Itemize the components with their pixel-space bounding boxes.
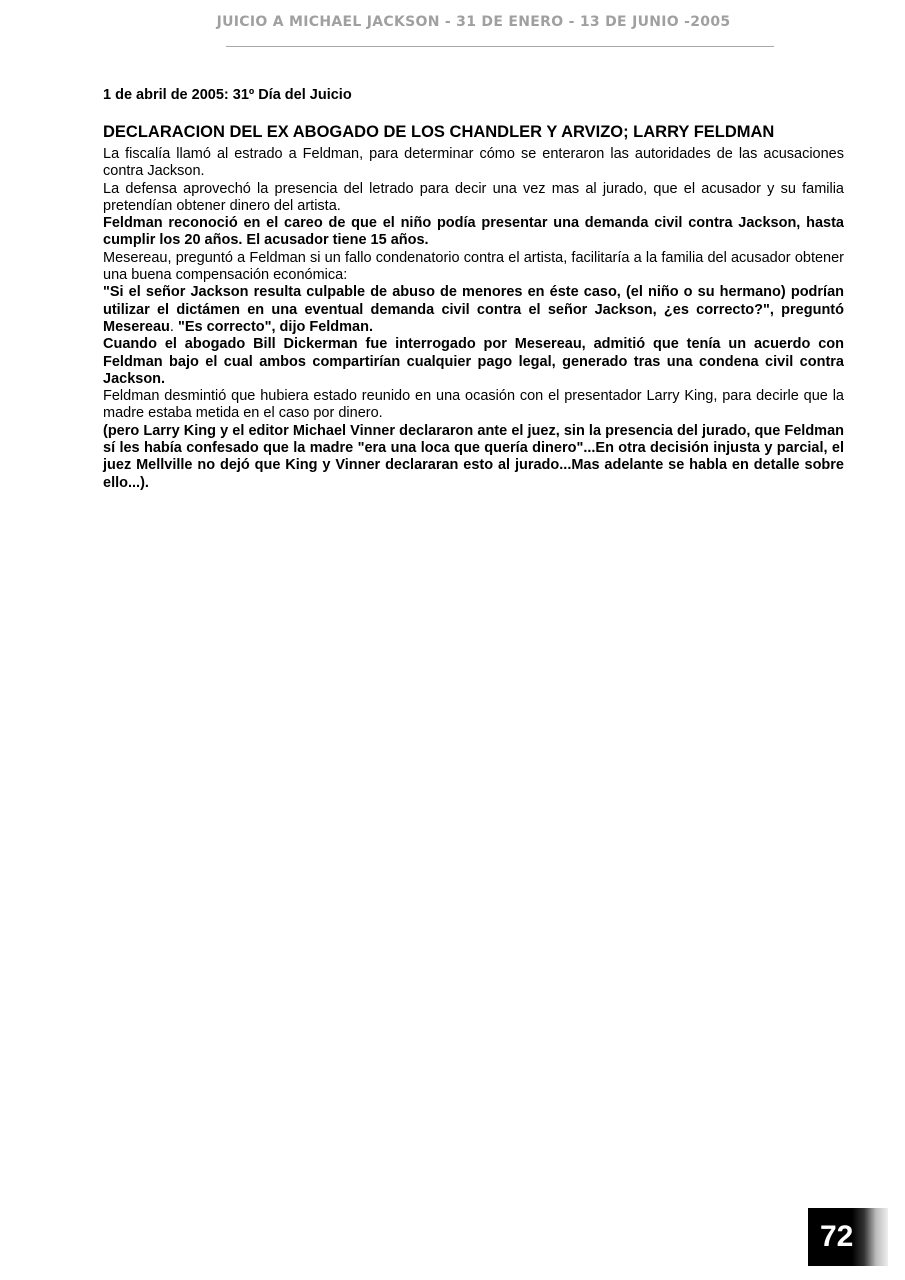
- date-line: 1 de abril de 2005: 31º Día del Juicio: [103, 87, 352, 103]
- separator-text: .: [169, 318, 178, 335]
- page-number: 72: [820, 1220, 854, 1253]
- paragraph: La defensa aprovechó la presencia del letrado para decir una vez mas al jurado, que el acusador y su familia pretendían obtener dinero del artista.: [103, 180, 844, 214]
- section-title: DECLARACION DEL EX ABOGADO DE LOS CHANDLER Y ARVIZO; LARRY FELDMAN: [103, 123, 775, 141]
- paragraph: (pero Larry King y el editor Michael Vinner declararon ante el juez, sin la presencia del jurado, que Feldman sí les había confesado que la madre "era una loca que quería dinero"...En otra decisión injusta y parcial, el juez Mellville no dejó que King y Vinner declararan esto al jurado...Mas adelante se habla en detalle sobre ello...).: [103, 422, 844, 491]
- paragraph: Cuando el abogado Bill Dickerman fue interrogado por Mesereau, admitió que tenía un acuerdo con Feldman bajo el cual ambos compartirían cualquier pago legal, generado tras una condena civil contra Jackson.: [103, 336, 844, 387]
- header-rule: [226, 46, 774, 47]
- quote-text: "Si el señor Jackson resulta culpable de abuso de menores en éste caso, (el niño o su hermano) podrían utilizar el dictámen en una eventual demanda civil contra el señor Jackson, ¿es correcto?", preguntó Mesereau: [103, 284, 844, 335]
- paragraph: La fiscalía llamó al estrado a Feldman, para determinar cómo se enteraron las autoridades de las acusaciones contra Jackson.: [103, 146, 844, 180]
- paragraph: Mesereau, preguntó a Feldman si un fallo condenatorio contra el artista, facilitaría a la familia del acusador obtener una buena compensación económica:: [103, 249, 844, 284]
- page-content: [103, 86, 844, 492]
- paragraph: [103, 284, 844, 336]
- page-number-badge: [808, 1208, 888, 1266]
- paragraph: Feldman reconoció en el careo de que el niño podía presentar una demanda civil contra Jackson, hasta cumplir los 20 años. El acusador tiene 15 años.: [103, 215, 844, 249]
- paragraph: Feldman desmintió que hubiera estado reunido en una ocasión con el presentador Larry King, para decirle que la madre estaba metida en el caso por dinero.: [103, 388, 844, 422]
- answer-text: "Es correcto", dijo Feldman.: [177, 318, 374, 335]
- running-header: JUICIO A MICHAEL JACKSON - 31 DE ENERO - 13 DE JUNIO -2005: [216, 14, 731, 30]
